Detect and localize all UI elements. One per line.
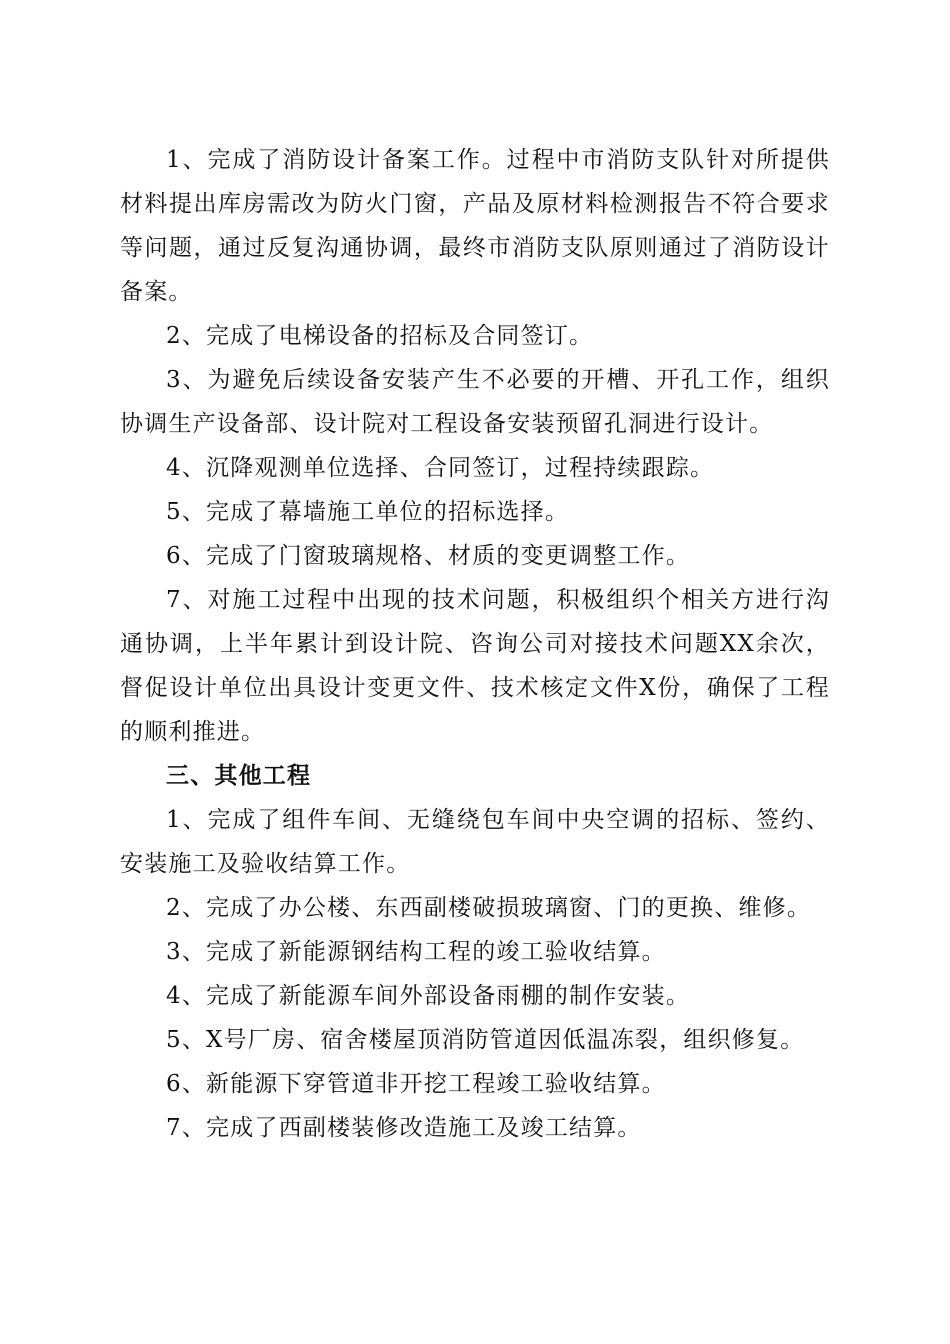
list-item: 3、为避免后续设备安装产生不必要的开槽、开孔工作，组织协调生产设备部、设计院对工程设备安装预留孔洞进行设计。 (120, 367, 830, 437)
list-item: 4、沉降观测单位选择、合同签订，过程持续跟踪。 (166, 455, 715, 481)
section-heading: 三、其他工程 (166, 763, 312, 789)
list-item: 2、完成了办公楼、东西副楼破损玻璃窗、门的更换、维修。 (166, 895, 812, 921)
list-item: 3、完成了新能源钢结构工程的竣工验收结算。 (166, 939, 666, 965)
list-item: 1、完成了组件车间、无缝绕包车间中央空调的招标、签约、安装施工及验收结算工作。 (120, 807, 830, 877)
list-item: 7、对施工过程中出现的技术问题，积极组织个相关方进行沟通协调，上半年累计到设计院、咨询公司对接技术问题XX余次，督促设计单位出具设计变更文件、技术核定文件X份，确保了工程的顺利推进。 (120, 587, 830, 745)
document-page (120, 138, 830, 1150)
list-item: 1、完成了消防设计备案工作。过程中市消防支队针对所提供材料提出库房需改为防火门窗，产品及原材料检测报告不符合要求等问题，通过反复沟通协调，最终市消防支队原则通过了消防设计备案。 (120, 147, 830, 305)
list-item: 2、完成了电梯设备的招标及合同签订。 (166, 323, 594, 349)
list-item: 5、X号厂房、宿舍楼屋顶消防管道因低温冻裂，组织修复。 (166, 1027, 805, 1053)
list-item: 4、完成了新能源车间外部设备雨棚的制作安装。 (166, 983, 691, 1009)
list-item: 6、新能源下穿管道非开挖工程竣工验收结算。 (166, 1071, 666, 1097)
list-item: 7、完成了西副楼装修改造施工及竣工结算。 (166, 1115, 642, 1141)
previous-section-list (120, 138, 830, 754)
section-three-list (120, 798, 830, 1150)
list-item: 5、完成了幕墙施工单位的招标选择。 (166, 499, 570, 525)
list-item: 6、完成了门窗玻璃规格、材质的变更调整工作。 (166, 543, 691, 569)
